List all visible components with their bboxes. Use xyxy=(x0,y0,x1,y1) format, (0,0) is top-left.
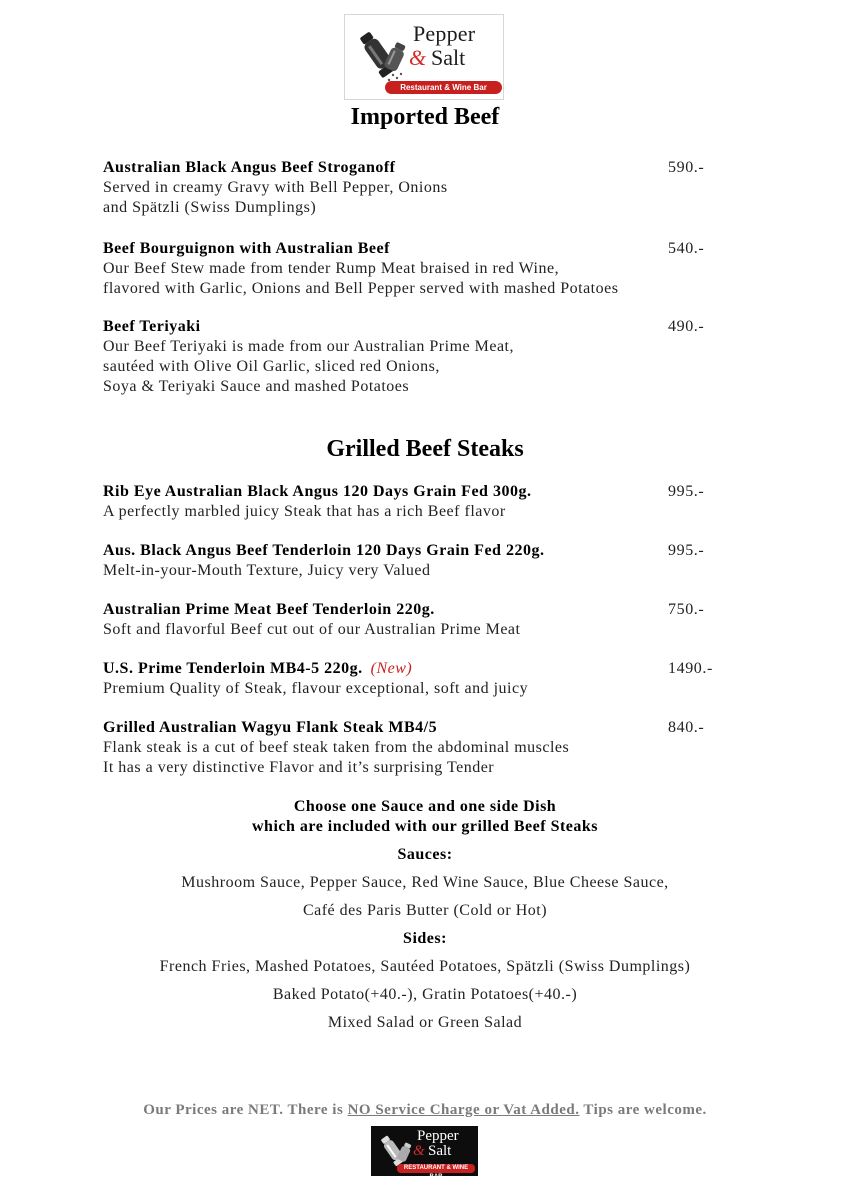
restaurant-logo-top xyxy=(344,14,504,100)
logo-ampersand: & xyxy=(413,1143,425,1159)
menu-item xyxy=(103,317,743,397)
menu-item xyxy=(103,659,743,699)
menu-item-description: A perfectly marbled juicy Steak that has a rich Beef flavor xyxy=(103,503,506,520)
logo-word-salt: Salt xyxy=(428,1143,452,1159)
menu-item-price: 490.- xyxy=(668,318,705,335)
menu-item-description: Served in creamy Gravy with Bell Pepper, Onions and Spätzli (Swiss Dumplings) xyxy=(103,179,448,216)
menu-item-name: Beef Bourguignon with Australian Beef xyxy=(103,240,390,257)
menu-item xyxy=(103,541,743,581)
sauces-line: Mushroom Sauce, Pepper Sauce, Red Wine Sauce, Blue Cheese Sauce, xyxy=(181,874,669,891)
menu-item-description: Our Beef Stew made from tender Rump Meat braised in red Wine, flavored with Garlic, Onions and Bell Pepper served with mashed Potatoes xyxy=(103,260,619,297)
menu-item-price: 995.- xyxy=(668,483,705,500)
sides-line: French Fries, Mashed Potatoes, Sautéed Potatoes, Spätzli (Swiss Dumplings) xyxy=(159,958,691,975)
menu-item xyxy=(103,718,743,778)
choose-sauce-side-note: Choose one Sauce and one side Dish which are included with our grilled Beef Steaks xyxy=(251,798,599,835)
footer-text-2: Tips are welcome. xyxy=(579,1102,707,1118)
pepper-mill-icon xyxy=(351,25,411,85)
footer-text-underlined: NO Service Charge or Vat Added. xyxy=(347,1102,580,1118)
menu-item-price: 540.- xyxy=(668,240,705,257)
menu-item-name: Australian Prime Meat Beef Tenderloin 220g. xyxy=(103,601,435,618)
sauces-heading: Sauces: xyxy=(397,846,453,863)
logo-ampersand: & xyxy=(409,45,427,70)
footer-text-1: Our Prices are NET. There is xyxy=(143,1102,348,1118)
menu-item-name: U.S. Prime Tenderloin MB4-5 220g. xyxy=(103,660,363,677)
logo-word-salt: Salt xyxy=(431,45,466,70)
menu-item xyxy=(103,239,743,299)
menu-item-name-row xyxy=(103,659,743,679)
menu-item-description: Soft and flavorful Beef cut out of our Australian Prime Meat xyxy=(103,621,521,638)
menu-item-price: 1490.- xyxy=(668,660,713,677)
logo-tagline: RESTAURANT & WINE BAR xyxy=(397,1164,475,1173)
logo-word-pepper: Pepper xyxy=(417,1128,459,1144)
sauces-line: Café des Paris Butter (Cold or Hot) xyxy=(302,902,548,919)
sides-line: Mixed Salad or Green Salad xyxy=(327,1014,523,1031)
pricing-footer-note xyxy=(0,1102,850,1119)
menu-item-description: Our Beef Teriyaki is made from our Australian Prime Meat, sautéed with Olive Oil Garlic, sliced red Onions, Soya & Teriyaki Sauce and mashed Potatoes xyxy=(103,338,514,395)
section-title-imported-beef: Imported Beef xyxy=(350,104,500,130)
new-badge: (New) xyxy=(370,660,413,677)
section-title-grilled-beef-steaks: Grilled Beef Steaks xyxy=(326,436,524,462)
menu-item-description: Melt-in-your-Mouth Texture, Juicy very Valued xyxy=(103,562,431,579)
menu-item-description: Flank steak is a cut of beef steak taken from the abdominal muscles It has a very distinctive Flavor and it’s surprising Tender xyxy=(103,739,570,776)
menu-item-price: 590.- xyxy=(668,159,705,176)
sides-line: Baked Potato(+40.-), Gratin Potatoes(+40.-) xyxy=(272,986,578,1003)
menu-item-price: 750.- xyxy=(668,601,705,618)
menu-item xyxy=(103,482,743,522)
logo-word-pepper: Pepper xyxy=(413,21,476,46)
sides-heading: Sides: xyxy=(403,930,447,947)
menu-item-description: Premium Quality of Steak, flavour exceptional, soft and juicy xyxy=(103,680,529,697)
menu-item-name: Grilled Australian Wagyu Flank Steak MB4/5 xyxy=(103,719,438,736)
menu-item-name: Aus. Black Angus Beef Tenderloin 120 Days Grain Fed 220g. xyxy=(103,542,545,559)
menu-item-price: 840.- xyxy=(668,719,705,736)
menu-item-price: 995.- xyxy=(668,542,705,559)
menu-item-name: Australian Black Angus Beef Stroganoff xyxy=(103,159,396,176)
restaurant-logo-bottom xyxy=(371,1126,478,1180)
menu-item xyxy=(103,158,743,218)
menu-item xyxy=(103,600,743,640)
logo-tagline: Restaurant & Wine Bar xyxy=(385,81,502,94)
menu-item-name: Beef Teriyaki xyxy=(103,318,201,335)
menu-item-name: Rib Eye Australian Black Angus 120 Days Grain Fed 300g. xyxy=(103,483,532,500)
